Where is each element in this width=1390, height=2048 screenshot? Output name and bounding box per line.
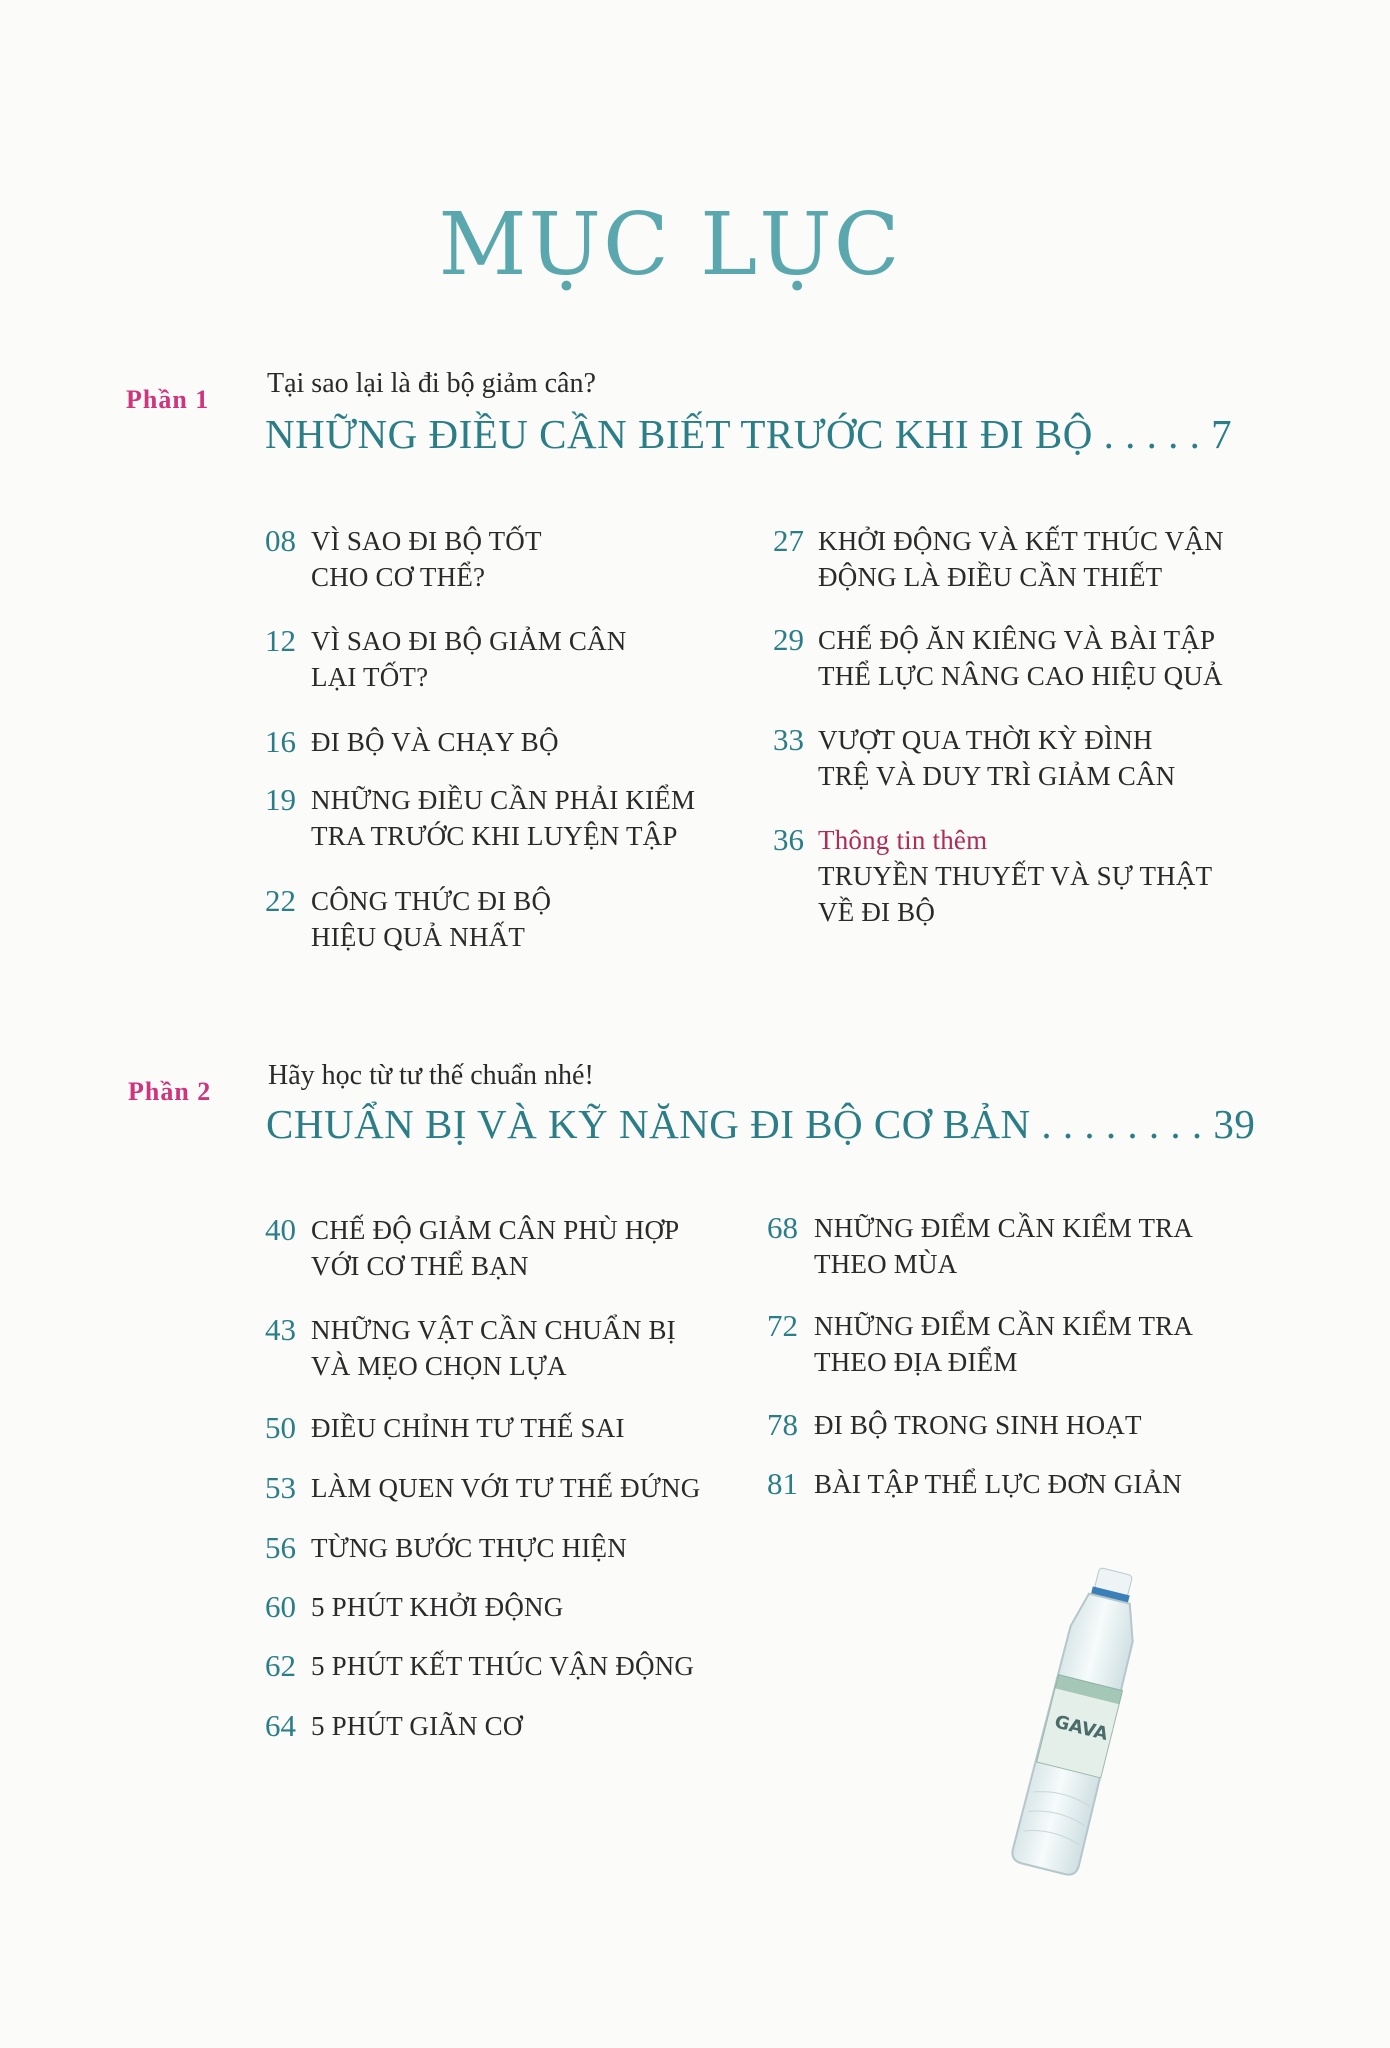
toc-entry[interactable] (265, 883, 551, 955)
page-number: 64 (265, 1708, 296, 1743)
toc-entry[interactable] (265, 1212, 679, 1284)
entry-title: KHỞI ĐỘNG VÀ KẾT THÚC VẬN ĐỘNG LÀ ĐIỀU CẦN THIẾT (818, 526, 1224, 592)
toc-entry[interactable] (265, 724, 559, 760)
toc-entry[interactable] (265, 1648, 694, 1684)
page-number: 78 (767, 1407, 798, 1442)
page-number: 29 (773, 622, 804, 657)
page-number: 81 (767, 1466, 798, 1501)
entry-title: NHỮNG ĐIỀU CẦN PHẢI KIỂM TRA TRƯỚC KHI LUYỆN TẬP (311, 785, 696, 851)
toc-entry[interactable] (265, 1589, 563, 1625)
toc-entry[interactable] (265, 1708, 523, 1744)
entry-title: NHỮNG ĐIỂM CẦN KIỂM TRA THEO ĐỊA ĐIỂM (814, 1311, 1194, 1377)
entry-title: BÀI TẬP THỂ LỰC ĐƠN GIẢN (814, 1469, 1182, 1499)
toc-entry-extra[interactable] (773, 822, 1212, 930)
entry-title: ĐI BỘ TRONG SINH HOẠT (814, 1410, 1142, 1440)
toc-entry[interactable] (265, 1312, 676, 1384)
page-number: 50 (265, 1410, 296, 1445)
page-number: 16 (265, 724, 296, 759)
toc-entry[interactable] (265, 623, 626, 695)
entry-title: VƯỢT QUA THỜI KỲ ĐÌNH TRỆ VÀ DUY TRÌ GIẢM CÂN (818, 725, 1176, 791)
toc-entry[interactable] (767, 1210, 1193, 1282)
entry-title: ĐIỀU CHỈNH TƯ THẾ SAI (311, 1413, 625, 1443)
entry-title: CÔNG THỨC ĐI BỘ HIỆU QUẢ NHẤT (311, 886, 552, 952)
part2-label: Phần 2 (128, 1077, 212, 1106)
water-bottle-image (990, 1560, 1160, 1880)
entry-title: 5 PHÚT KHỞI ĐỘNG (311, 1592, 564, 1622)
entry-title: CHẾ ĐỘ ĂN KIÊNG VÀ BÀI TẬP THỂ LỰC NÂNG CAO HIỆU QUẢ (818, 625, 1223, 691)
page-number: 27 (773, 523, 804, 558)
entry-title: TỪNG BƯỚC THỰC HIỆN (311, 1533, 627, 1563)
page-number: 22 (265, 883, 296, 918)
entry-title: LÀM QUEN VỚI TƯ THẾ ĐỨNG (311, 1473, 701, 1503)
page-number: 53 (265, 1470, 296, 1505)
entry-title: CHẾ ĐỘ GIẢM CÂN PHÙ HỢP VỚI CƠ THỂ BẠN (311, 1215, 680, 1281)
page-number: 62 (265, 1648, 296, 1683)
part1-subtitle: Tại sao lại là đi bộ giảm cân? (267, 368, 596, 399)
extra-info-label: Thông tin thêm (818, 825, 988, 855)
toc-entry[interactable] (767, 1466, 1182, 1502)
toc-entry[interactable] (773, 722, 1175, 794)
page-number: 40 (265, 1212, 296, 1247)
entry-title: VÌ SAO ĐI BỘ GIẢM CÂN LẠI TỐT? (311, 626, 627, 692)
page-number: 68 (767, 1210, 798, 1245)
page-number: 72 (767, 1308, 798, 1343)
entry-title: 5 PHÚT GIÃN CƠ (311, 1711, 523, 1741)
page-number: 33 (773, 722, 804, 757)
page-number: 60 (265, 1589, 296, 1624)
toc-entry[interactable] (265, 1470, 700, 1506)
page-number: 19 (265, 782, 296, 817)
entry-title: NHỮNG ĐIỂM CẦN KIỂM TRA THEO MÙA (814, 1213, 1194, 1279)
toc-entry[interactable] (265, 1530, 627, 1566)
page-number: 36 (773, 822, 804, 857)
entry-title: TRUYỀN THUYẾT VÀ SỰ THẬT VỀ ĐI BỘ (818, 861, 1213, 927)
part2-heading[interactable]: CHUẨN BỊ VÀ KỸ NĂNG ĐI BỘ CƠ BẢN . . . . . . . . 39 (266, 1101, 1256, 1147)
part1-heading[interactable]: NHỮNG ĐIỀU CẦN BIẾT TRƯỚC KHI ĐI BỘ . . . . . 7 (265, 411, 1233, 457)
page-title: MỤC LỤC (438, 195, 902, 295)
part1-label: Phần 1 (126, 385, 210, 414)
toc-entry[interactable] (265, 523, 542, 595)
part2-subtitle: Hãy học từ tư thế chuẩn nhé! (268, 1060, 594, 1091)
toc-entry[interactable] (773, 622, 1223, 694)
toc-entry[interactable] (767, 1407, 1142, 1443)
entry-title: VÌ SAO ĐI BỘ TỐT CHO CƠ THỂ? (311, 526, 542, 592)
entry-title: 5 PHÚT KẾT THÚC VẬN ĐỘNG (311, 1651, 695, 1681)
page-number: 12 (265, 623, 296, 658)
toc-entry[interactable] (265, 782, 695, 854)
page-number: 43 (265, 1312, 296, 1347)
page-number: 08 (265, 523, 296, 558)
page-number: 56 (265, 1530, 296, 1565)
toc-entry[interactable] (773, 523, 1224, 595)
toc-entry[interactable] (767, 1308, 1193, 1380)
toc-entry[interactable] (265, 1410, 625, 1446)
bottle-label: GAVA (1052, 1711, 1111, 1745)
entry-title: NHỮNG VẬT CẦN CHUẨN BỊ VÀ MẸO CHỌN LỰA (311, 1315, 676, 1381)
entry-title: ĐI BỘ VÀ CHẠY BỘ (311, 727, 559, 757)
